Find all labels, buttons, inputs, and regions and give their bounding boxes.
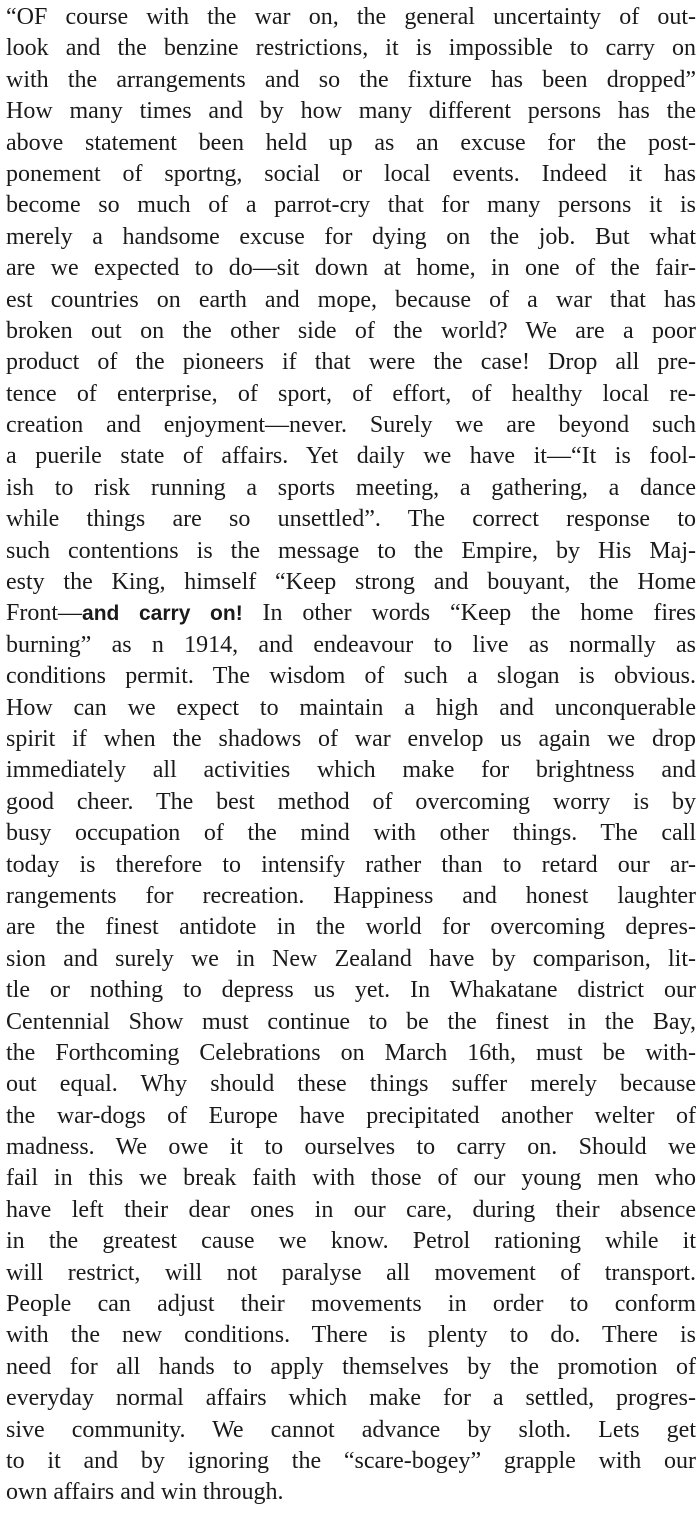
article-line: have left their dear ones in our care, during their absence [6, 1196, 696, 1223]
article-line: today is therefore to intensify rather than to retard our ar- [6, 851, 696, 878]
article-line: madness. We owe it to ourselves to carry on. Should we [6, 1134, 696, 1161]
article-line: fail in this we break faith with those of our young men who [6, 1165, 696, 1192]
article-line: sive community. We cannot advance by sloth. Lets get [6, 1416, 696, 1443]
article-line: How many times and by how many different persons has the [6, 98, 696, 125]
article-line: Centennial Show must continue to be the finest in the Bay, [6, 1008, 696, 1035]
article-line: spirit if when the shadows of war envelop us again we drop [6, 725, 696, 752]
editorial-article [6, 2, 696, 1512]
article-line: immediately all activities which make for brightness and [6, 757, 696, 784]
article-line: burning” as n 1914, and endeavour to live as normally as [6, 631, 696, 658]
article-text [6, 2, 696, 1509]
article-line: tle or nothing to depress us yet. In Whakatane district our [6, 977, 696, 1004]
article-line: in the greatest cause we know. Petrol rationing while it [6, 1228, 696, 1255]
article-line: est countries on earth and mope, because of a war that has [6, 286, 696, 313]
article-line: good cheer. The best method of overcoming worry is by [6, 788, 696, 815]
slogan-emphasis: and carry on! [82, 602, 243, 626]
article-line: look and the benzine restrictions, it is impossible to carry on [6, 35, 696, 62]
article-line: out equal. Why should these things suffer merely because [6, 1071, 696, 1098]
article-line: the war-dogs of Europe have precipitated another welter of [6, 1102, 696, 1129]
article-line: People can adjust their movements in order to conform [6, 1291, 696, 1318]
article-line: with the new conditions. There is plenty to do. There is [6, 1322, 696, 1349]
article-line: esty the King, himself “Keep strong and bouyant, the Home [6, 569, 696, 596]
article-line: are we expected to do—sit down at home, in one of the fair- [6, 255, 696, 282]
article-line: tence of enterprise, of sport, of effort, of healthy local re- [6, 380, 696, 407]
article-line: will restrict, will not paralyse all movement of transport. [6, 1259, 696, 1286]
article-line: conditions permit. The wisdom of such a slogan is obvious. [6, 663, 696, 690]
article-line: “OF course with the war on, the general uncertainty of out- [6, 4, 696, 30]
article-line: ish to risk running a sports meeting, a gathering, a dance [6, 474, 696, 501]
article-line: need for all hands to apply themselves by the promotion of [6, 1353, 696, 1380]
article-line: a puerile state of affairs. Yet daily we have it—“It is fool- [6, 443, 696, 470]
line-segment: In other words “Keep the home fires [242, 600, 696, 627]
article-line: while things are so unsettled”. The correct response to [6, 506, 696, 533]
article-line: How can we expect to maintain a high and unconquerable [6, 694, 696, 721]
article-line [6, 598, 696, 629]
article-line: above statement been held up as an excuse for the post- [6, 129, 696, 156]
article-line: product of the pioneers if that were the case! Drop all pre- [6, 349, 696, 376]
article-line: sion and surely we in New Zealand have by comparison, lit- [6, 945, 696, 972]
article-line: merely a handsome excuse for dying on the job. But what [6, 223, 696, 250]
line-segment: Front— [6, 600, 83, 627]
article-line: broken out on the other side of the world? We are a poor [6, 317, 696, 344]
article-line: rangements for recreation. Happiness and honest laughter [6, 882, 696, 909]
article-line: ponement of sportng, social or local events. Indeed it has [6, 160, 696, 187]
article-line: busy occupation of the mind with other things. The call [6, 820, 696, 847]
article-line: creation and enjoyment—never. Surely we are beyond such [6, 412, 696, 439]
article-line: become so much of a parrot-cry that for many persons it is [6, 192, 696, 219]
article-line: to it and by ignoring the “scare-bogey” grapple with our [6, 1447, 696, 1474]
article-line: everyday normal affairs which make for a settled, progres- [6, 1385, 696, 1412]
article-line: are the finest antidote in the world for overcoming depres- [6, 914, 696, 941]
article-line: the Forthcoming Celebrations on March 16th, must be with- [6, 1039, 696, 1066]
article-line: such contentions is the message to the Empire, by His Maj- [6, 537, 696, 564]
article-line: with the arrangements and so the fixture has been dropped” [6, 66, 696, 93]
article-line: own affairs and win through. [6, 1479, 284, 1506]
